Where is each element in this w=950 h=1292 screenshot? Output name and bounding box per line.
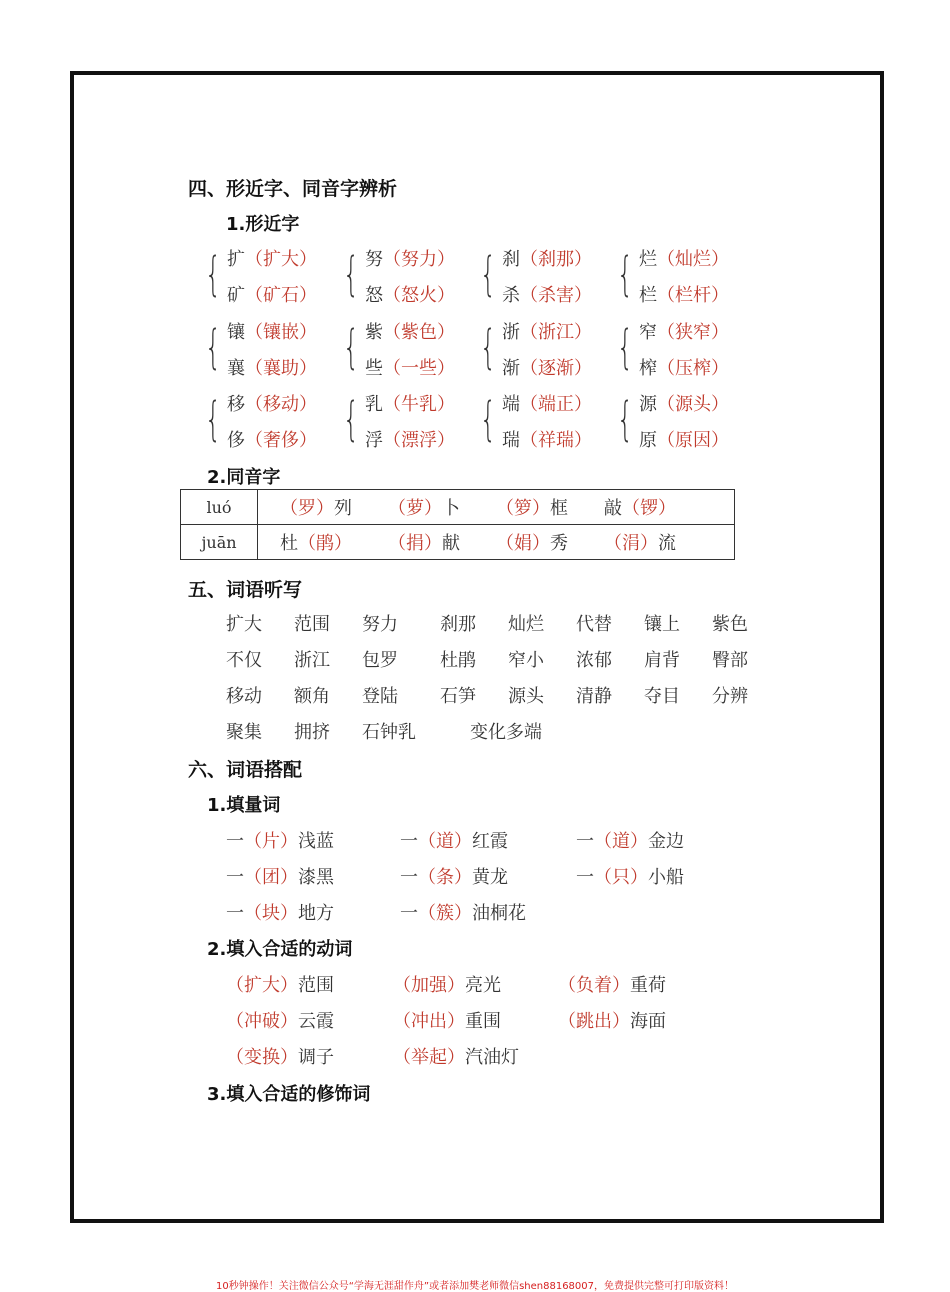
char: 侈 bbox=[227, 430, 245, 451]
dictation-word: 包罗 bbox=[362, 650, 398, 671]
brace-icon: { bbox=[617, 392, 634, 446]
word-part: 敲 bbox=[604, 498, 622, 519]
word-part: 一 bbox=[576, 831, 594, 852]
dictation-word: 窄小 bbox=[508, 650, 544, 671]
brace-icon: { bbox=[617, 320, 634, 374]
brace-icon: { bbox=[343, 392, 360, 446]
similar-char-line bbox=[639, 281, 729, 307]
verb-item bbox=[393, 1043, 519, 1069]
char: 乳 bbox=[365, 394, 383, 415]
homophone-item bbox=[496, 529, 604, 555]
table-row bbox=[181, 525, 735, 560]
answer-text: （团） bbox=[244, 867, 298, 888]
homophone-item bbox=[604, 529, 712, 555]
word-part: 一 bbox=[226, 867, 244, 888]
homophone-table bbox=[180, 489, 735, 560]
similar-char-line bbox=[227, 426, 317, 452]
word-part: 卜 bbox=[442, 498, 460, 519]
answer-text: （祥瑞） bbox=[520, 430, 592, 451]
answer-text: （灿烂） bbox=[657, 249, 729, 270]
word-part: 小船 bbox=[648, 867, 684, 888]
word-part: 一 bbox=[226, 831, 244, 852]
char: 些 bbox=[365, 358, 383, 379]
answer-text: （锣） bbox=[622, 498, 676, 519]
brace-icon: { bbox=[205, 247, 222, 301]
similar-char-line bbox=[639, 318, 729, 344]
char: 源 bbox=[639, 394, 657, 415]
dictation-word: 分辨 bbox=[712, 686, 748, 707]
answer-text: （扩大） bbox=[226, 975, 298, 996]
char: 移 bbox=[227, 394, 245, 415]
dictation-word: 变化多端 bbox=[470, 722, 542, 743]
verb-item bbox=[226, 1043, 334, 1069]
answer-text: （片） bbox=[244, 831, 298, 852]
word-part: 重荷 bbox=[630, 975, 666, 996]
char: 烂 bbox=[639, 249, 657, 270]
brace-icon: { bbox=[480, 320, 497, 374]
answer-text: （刹那） bbox=[520, 249, 592, 270]
word-part: 海面 bbox=[630, 1011, 666, 1032]
section-5-title: 五、词语听写 bbox=[188, 579, 303, 601]
dictation-word: 杜鹃 bbox=[440, 650, 476, 671]
answer-text: （扩大） bbox=[245, 249, 317, 270]
answer-text: （鹃） bbox=[298, 533, 352, 554]
answer-text: （加强） bbox=[393, 975, 465, 996]
dictation-word: 紫色 bbox=[712, 614, 748, 635]
char: 扩 bbox=[227, 249, 245, 270]
measure-word-item bbox=[576, 827, 684, 853]
section-6-title: 六、词语搭配 bbox=[188, 759, 303, 781]
similar-char-line bbox=[227, 354, 317, 380]
answer-text: （奢侈） bbox=[245, 430, 317, 451]
dictation-word: 登陆 bbox=[362, 686, 398, 707]
similar-char-line bbox=[502, 281, 592, 307]
answer-text: （一些） bbox=[383, 358, 455, 379]
answer-text: （努力） bbox=[383, 249, 455, 270]
table-row bbox=[181, 490, 735, 525]
word-part: 一 bbox=[226, 903, 244, 924]
word-part: 重围 bbox=[465, 1011, 501, 1032]
char: 榨 bbox=[639, 358, 657, 379]
answer-text: （道） bbox=[418, 831, 472, 852]
char: 刹 bbox=[502, 249, 520, 270]
dictation-word: 镶上 bbox=[644, 614, 680, 635]
homophone-item bbox=[388, 494, 496, 520]
measure-word-item bbox=[400, 827, 508, 853]
measure-word-item bbox=[226, 827, 334, 853]
answer-text: （条） bbox=[418, 867, 472, 888]
brace-icon: { bbox=[480, 392, 497, 446]
word-part: 漆黑 bbox=[298, 867, 334, 888]
dictation-word: 源头 bbox=[508, 686, 544, 707]
char: 努 bbox=[365, 249, 383, 270]
answer-text: （跳出） bbox=[558, 1011, 630, 1032]
word-part: 框 bbox=[550, 498, 568, 519]
char: 窄 bbox=[639, 322, 657, 343]
dictation-word: 不仅 bbox=[226, 650, 262, 671]
verb-item bbox=[393, 971, 501, 997]
dictation-word: 肩背 bbox=[644, 650, 680, 671]
footer-notice: 10秒钟操作！关注微信公众号“学海无涯甜作舟”或者添加樊老师微信shen88168007，免费提供完整可打印版资料！ bbox=[215, 1281, 735, 1292]
answer-text: （冲出） bbox=[393, 1011, 465, 1032]
measure-word-item bbox=[226, 899, 334, 925]
answer-text: （牛乳） bbox=[383, 394, 455, 415]
similar-char-line bbox=[502, 245, 592, 271]
answer-text: （娟） bbox=[496, 533, 550, 554]
answer-text: （紫色） bbox=[383, 322, 455, 343]
dictation-word: 代替 bbox=[576, 614, 612, 635]
answer-text: （冲破） bbox=[226, 1011, 298, 1032]
homophone-items-cell bbox=[258, 525, 735, 560]
answer-text: （压榨） bbox=[657, 358, 729, 379]
answer-text: （只） bbox=[594, 867, 648, 888]
homophone-item bbox=[280, 529, 388, 555]
similar-char-line bbox=[365, 281, 455, 307]
similar-char-line bbox=[365, 245, 455, 271]
char: 浙 bbox=[502, 322, 520, 343]
word-part: 献 bbox=[442, 533, 460, 554]
word-part: 范围 bbox=[298, 975, 334, 996]
similar-char-line bbox=[365, 318, 455, 344]
answer-text: （涓） bbox=[604, 533, 658, 554]
char: 襄 bbox=[227, 358, 245, 379]
dictation-word: 浓郁 bbox=[576, 650, 612, 671]
dictation-word: 夺目 bbox=[644, 686, 680, 707]
brace-icon: { bbox=[480, 247, 497, 301]
brace-icon: { bbox=[617, 247, 634, 301]
similar-char-line bbox=[502, 390, 592, 416]
subsection-modifiers: 3.填入合适的修饰词 bbox=[207, 1084, 371, 1105]
answer-text: （负着） bbox=[558, 975, 630, 996]
word-part: 金边 bbox=[648, 831, 684, 852]
dictation-word: 石钟乳 bbox=[362, 722, 416, 743]
char: 瑞 bbox=[502, 430, 520, 451]
dictation-word: 臀部 bbox=[712, 650, 748, 671]
similar-char-line bbox=[227, 390, 317, 416]
answer-text: （箩） bbox=[496, 498, 550, 519]
brace-icon: { bbox=[205, 320, 222, 374]
measure-word-item bbox=[400, 899, 526, 925]
similar-char-line bbox=[639, 426, 729, 452]
homophone-item bbox=[604, 494, 712, 520]
word-part: 红霞 bbox=[472, 831, 508, 852]
dictation-word: 聚集 bbox=[226, 722, 262, 743]
word-part: 汽油灯 bbox=[465, 1047, 519, 1068]
word-part: 一 bbox=[400, 831, 418, 852]
dictation-word: 努力 bbox=[362, 614, 398, 635]
answer-text: （道） bbox=[594, 831, 648, 852]
dictation-word: 刹那 bbox=[440, 614, 476, 635]
word-part: 一 bbox=[576, 867, 594, 888]
dictation-word: 浙江 bbox=[294, 650, 330, 671]
subsection-verbs: 2.填入合适的动词 bbox=[207, 939, 353, 960]
answer-text: （怒火） bbox=[383, 285, 455, 306]
word-part: 油桐花 bbox=[472, 903, 526, 924]
word-part: 秀 bbox=[550, 533, 568, 554]
word-part: 流 bbox=[658, 533, 676, 554]
answer-text: （簇） bbox=[418, 903, 472, 924]
brace-icon: { bbox=[205, 392, 222, 446]
similar-char-line bbox=[365, 390, 455, 416]
answer-text: （块） bbox=[244, 903, 298, 924]
similar-char-line bbox=[227, 318, 317, 344]
dictation-word: 移动 bbox=[226, 686, 262, 707]
similar-char-line bbox=[365, 426, 455, 452]
answer-text: （源头） bbox=[657, 394, 729, 415]
word-part: 黄龙 bbox=[472, 867, 508, 888]
dictation-word: 灿烂 bbox=[508, 614, 544, 635]
char: 栏 bbox=[639, 285, 657, 306]
answer-text: （狭窄） bbox=[657, 322, 729, 343]
dictation-word: 扩大 bbox=[226, 614, 262, 635]
answer-text: （栏杆） bbox=[657, 285, 729, 306]
verb-item bbox=[226, 971, 334, 997]
similar-char-line bbox=[502, 426, 592, 452]
dictation-word: 石笋 bbox=[440, 686, 476, 707]
answer-text: （罗） bbox=[280, 498, 334, 519]
similar-char-line bbox=[365, 354, 455, 380]
similar-char-line bbox=[639, 354, 729, 380]
verb-item bbox=[226, 1007, 334, 1033]
verb-item bbox=[558, 1007, 666, 1033]
homophone-item bbox=[388, 529, 496, 555]
answer-text: （镶嵌） bbox=[245, 322, 317, 343]
answer-text: （襄助） bbox=[245, 358, 317, 379]
answer-text: （漂浮） bbox=[383, 430, 455, 451]
char: 渐 bbox=[502, 358, 520, 379]
similar-char-line bbox=[639, 245, 729, 271]
word-part: 云霞 bbox=[298, 1011, 334, 1032]
answer-text: （捐） bbox=[388, 533, 442, 554]
similar-char-line bbox=[639, 390, 729, 416]
char: 怒 bbox=[365, 285, 383, 306]
homophone-item bbox=[280, 494, 388, 520]
pinyin-cell: juān bbox=[181, 525, 258, 560]
answer-text: （端正） bbox=[520, 394, 592, 415]
dictation-word: 范围 bbox=[294, 614, 330, 635]
word-part: 浅蓝 bbox=[298, 831, 334, 852]
verb-item bbox=[558, 971, 666, 997]
similar-char-line bbox=[502, 318, 592, 344]
brace-icon: { bbox=[343, 320, 360, 374]
word-part: 亮光 bbox=[465, 975, 501, 996]
answer-text: （杀害） bbox=[520, 285, 592, 306]
subsection-homophones: 2.同音字 bbox=[207, 467, 281, 488]
similar-char-line bbox=[227, 281, 317, 307]
homophone-items-cell bbox=[258, 490, 735, 525]
answer-text: （举起） bbox=[393, 1047, 465, 1068]
char: 浮 bbox=[365, 430, 383, 451]
char: 矿 bbox=[227, 285, 245, 306]
dictation-word: 清静 bbox=[576, 686, 612, 707]
answer-text: （逐渐） bbox=[520, 358, 592, 379]
homophone-item bbox=[496, 494, 604, 520]
similar-char-line bbox=[227, 245, 317, 271]
section-4-title: 四、形近字、同音字辨析 bbox=[188, 178, 398, 200]
answer-text: （原因） bbox=[657, 430, 729, 451]
measure-word-item bbox=[400, 863, 508, 889]
measure-word-item bbox=[576, 863, 684, 889]
pinyin-cell: luó bbox=[181, 490, 258, 525]
dictation-word: 额角 bbox=[294, 686, 330, 707]
word-part: 一 bbox=[400, 867, 418, 888]
word-part: 地方 bbox=[298, 903, 334, 924]
similar-char-line bbox=[502, 354, 592, 380]
dictation-word: 拥挤 bbox=[294, 722, 330, 743]
char: 原 bbox=[639, 430, 657, 451]
word-part: 杜 bbox=[280, 533, 298, 554]
subsection-measure-words: 1.填量词 bbox=[207, 795, 281, 816]
answer-text: （移动） bbox=[245, 394, 317, 415]
brace-icon: { bbox=[343, 247, 360, 301]
answer-text: （变换） bbox=[226, 1047, 298, 1068]
subsection-similar-chars: 1.形近字 bbox=[226, 214, 300, 235]
answer-text: （萝） bbox=[388, 498, 442, 519]
answer-text: （矿石） bbox=[245, 285, 317, 306]
measure-word-item bbox=[226, 863, 334, 889]
verb-item bbox=[393, 1007, 501, 1033]
char: 端 bbox=[502, 394, 520, 415]
char: 镶 bbox=[227, 322, 245, 343]
answer-text: （浙江） bbox=[520, 322, 592, 343]
word-part: 调子 bbox=[298, 1047, 334, 1068]
word-part: 列 bbox=[334, 498, 352, 519]
word-part: 一 bbox=[400, 903, 418, 924]
char: 紫 bbox=[365, 322, 383, 343]
char: 杀 bbox=[502, 285, 520, 306]
